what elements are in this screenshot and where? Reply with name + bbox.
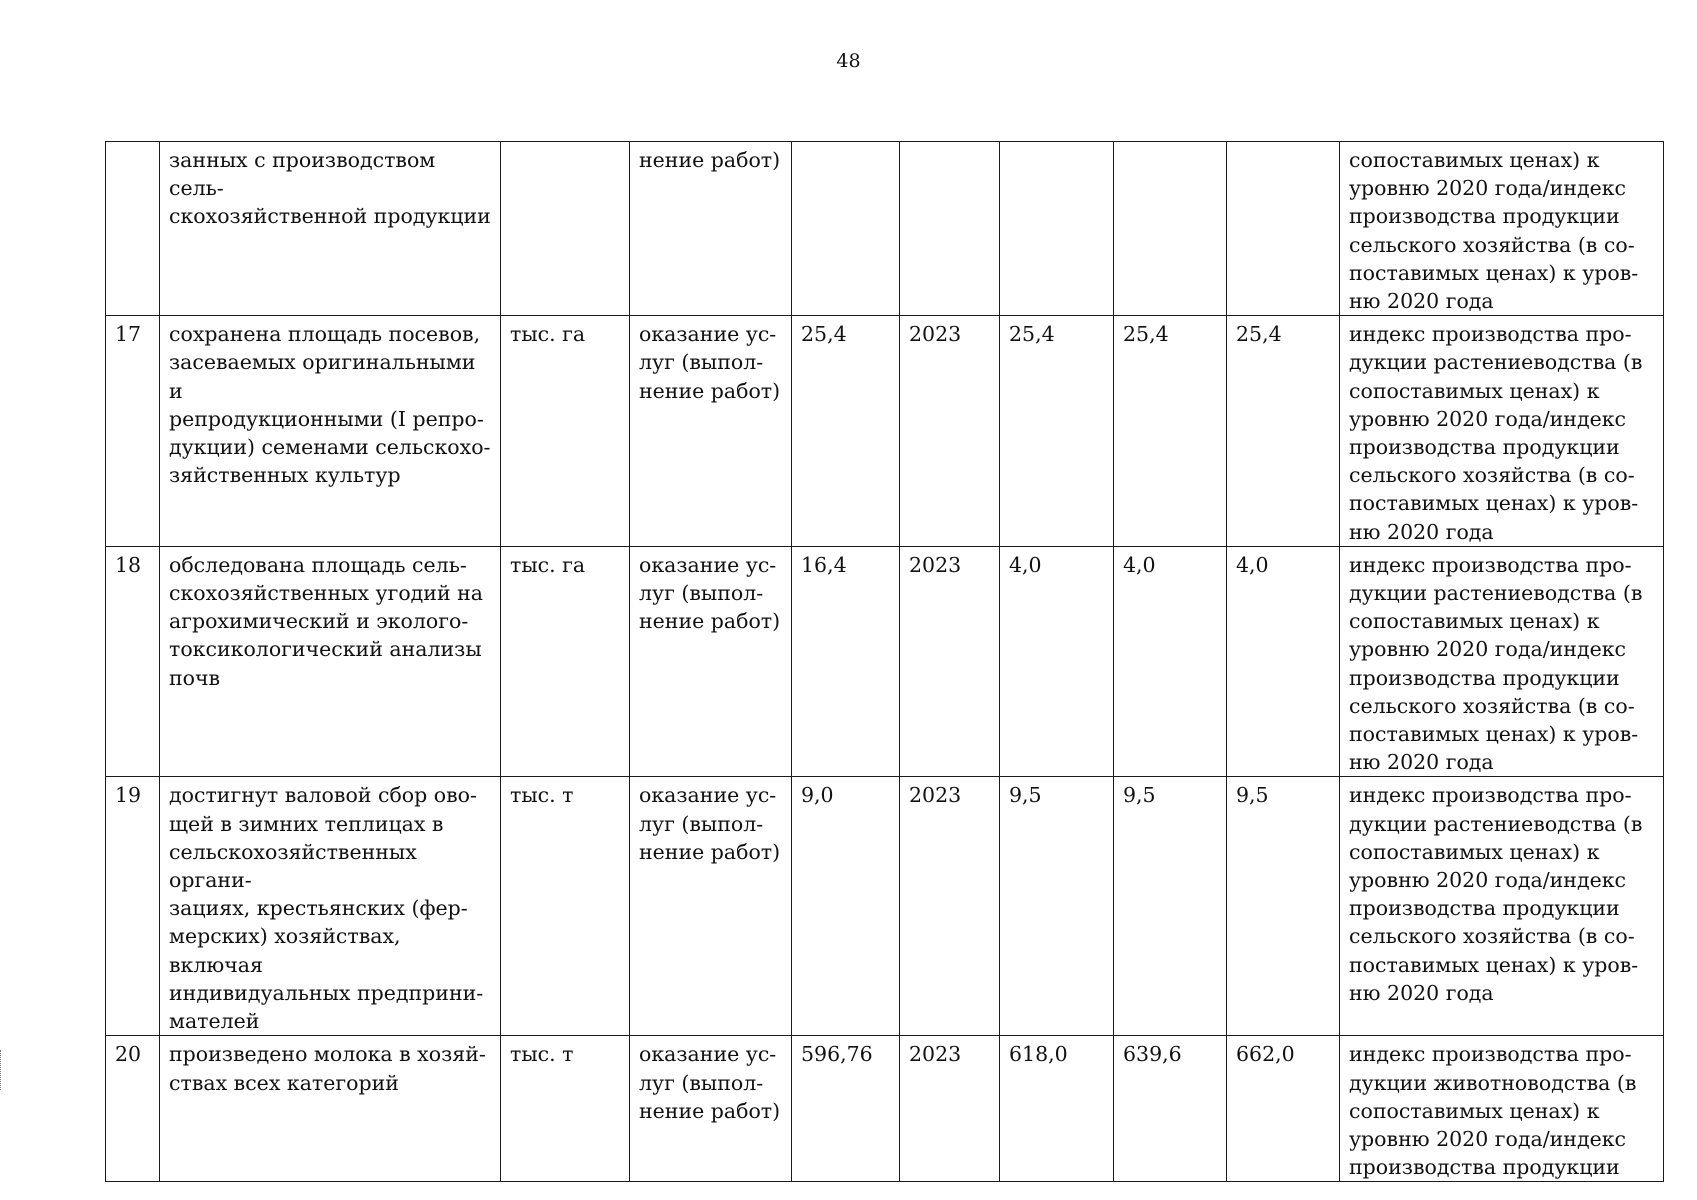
value-year-1: 9,5	[1000, 777, 1114, 1036]
page-number: 48	[836, 50, 861, 72]
scan-margin-mark	[0, 1050, 3, 1090]
table-row	[106, 1036, 1664, 1182]
unit: тыс. т	[501, 777, 630, 1036]
result-name: занных с производством сель- скохозяйственной продукции	[160, 142, 501, 316]
result-type: оказание ус- луг (выпол- нение работ)	[630, 546, 792, 777]
row-number: 17	[106, 316, 160, 547]
result-name: обследована площадь сель- скохозяйственных угодий на агрохимический и эколого- токсикологический анализы почв	[160, 546, 501, 777]
value-year-2: 9,5	[1114, 777, 1227, 1036]
value-year-1: 25,4	[1000, 316, 1114, 547]
unit: тыс. т	[501, 1036, 630, 1182]
base-year	[900, 142, 1000, 316]
value-year-2: 4,0	[1114, 546, 1227, 777]
table-row	[106, 777, 1664, 1036]
result-type: нение работ)	[630, 142, 792, 316]
related-indicator: индекс производства про- дукции растениеводства (в сопоставимых ценах) к уровню 2020 года/индекс производства продукции сельского хозяйства (в со- поставимых ценах) к уров- ню 2020 года	[1340, 546, 1664, 777]
value-year-1	[1000, 142, 1114, 316]
unit	[501, 142, 630, 316]
related-indicator: индекс производства про- дукции растениеводства (в сопоставимых ценах) к уровню 2020 года/индекс производства продукции сельского хозяйства (в со- поставимых ценах) к уров- ню 2020 года	[1340, 316, 1664, 547]
result-type: оказание ус- луг (выпол- нение работ)	[630, 316, 792, 547]
base-year: 2023	[900, 1036, 1000, 1182]
indicators-table	[105, 141, 1664, 1182]
value-year-3: 25,4	[1227, 316, 1340, 547]
result-type: оказание ус- луг (выпол- нение работ)	[630, 777, 792, 1036]
table-row	[106, 316, 1664, 547]
result-name: достигнут валовой сбор ово- щей в зимних теплицах в сельскохозяйственных органи- зациях, крестьянских (фер- мерских) хозяйствах, включая индивидуальных предприни- мателей	[160, 777, 501, 1036]
value-year-3	[1227, 142, 1340, 316]
row-number: 18	[106, 546, 160, 777]
value-year-1: 4,0	[1000, 546, 1114, 777]
base-value: 9,0	[792, 777, 900, 1036]
value-year-2	[1114, 142, 1227, 316]
base-value: 596,76	[792, 1036, 900, 1182]
base-value: 25,4	[792, 316, 900, 547]
value-year-3: 4,0	[1227, 546, 1340, 777]
table-row	[106, 546, 1664, 777]
base-year: 2023	[900, 316, 1000, 547]
unit: тыс. га	[501, 316, 630, 547]
value-year-2: 639,6	[1114, 1036, 1227, 1182]
base-year: 2023	[900, 546, 1000, 777]
base-value	[792, 142, 900, 316]
value-year-2: 25,4	[1114, 316, 1227, 547]
result-name: произведено молока в хозяй- ствах всех категорий	[160, 1036, 501, 1182]
base-year: 2023	[900, 777, 1000, 1036]
table-row	[106, 142, 1664, 316]
value-year-3: 662,0	[1227, 1036, 1340, 1182]
unit: тыс. га	[501, 546, 630, 777]
result-type: оказание ус- луг (выпол- нение работ)	[630, 1036, 792, 1182]
related-indicator: сопоставимых ценах) к уровню 2020 года/индекс производства продукции сельского хозяйства (в со- поставимых ценах) к уров- ню 2020 года	[1340, 142, 1664, 316]
row-number	[106, 142, 160, 316]
row-number: 20	[106, 1036, 160, 1182]
related-indicator: индекс производства про- дукции растениеводства (в сопоставимых ценах) к уровню 2020 года/индекс производства продукции сельского хозяйства (в со- поставимых ценах) к уров- ню 2020 года	[1340, 777, 1664, 1036]
value-year-3: 9,5	[1227, 777, 1340, 1036]
result-name: сохранена площадь посевов, засеваемых оригинальными и репродукционными (I репро- дукции) семенами сельскохо- зяйственных культур	[160, 316, 501, 547]
related-indicator: индекс производства про- дукции животноводства (в сопоставимых ценах) к уровню 2020 года/индекс производства продукции	[1340, 1036, 1664, 1182]
value-year-1: 618,0	[1000, 1036, 1114, 1182]
base-value: 16,4	[792, 546, 900, 777]
row-number: 19	[106, 777, 160, 1036]
